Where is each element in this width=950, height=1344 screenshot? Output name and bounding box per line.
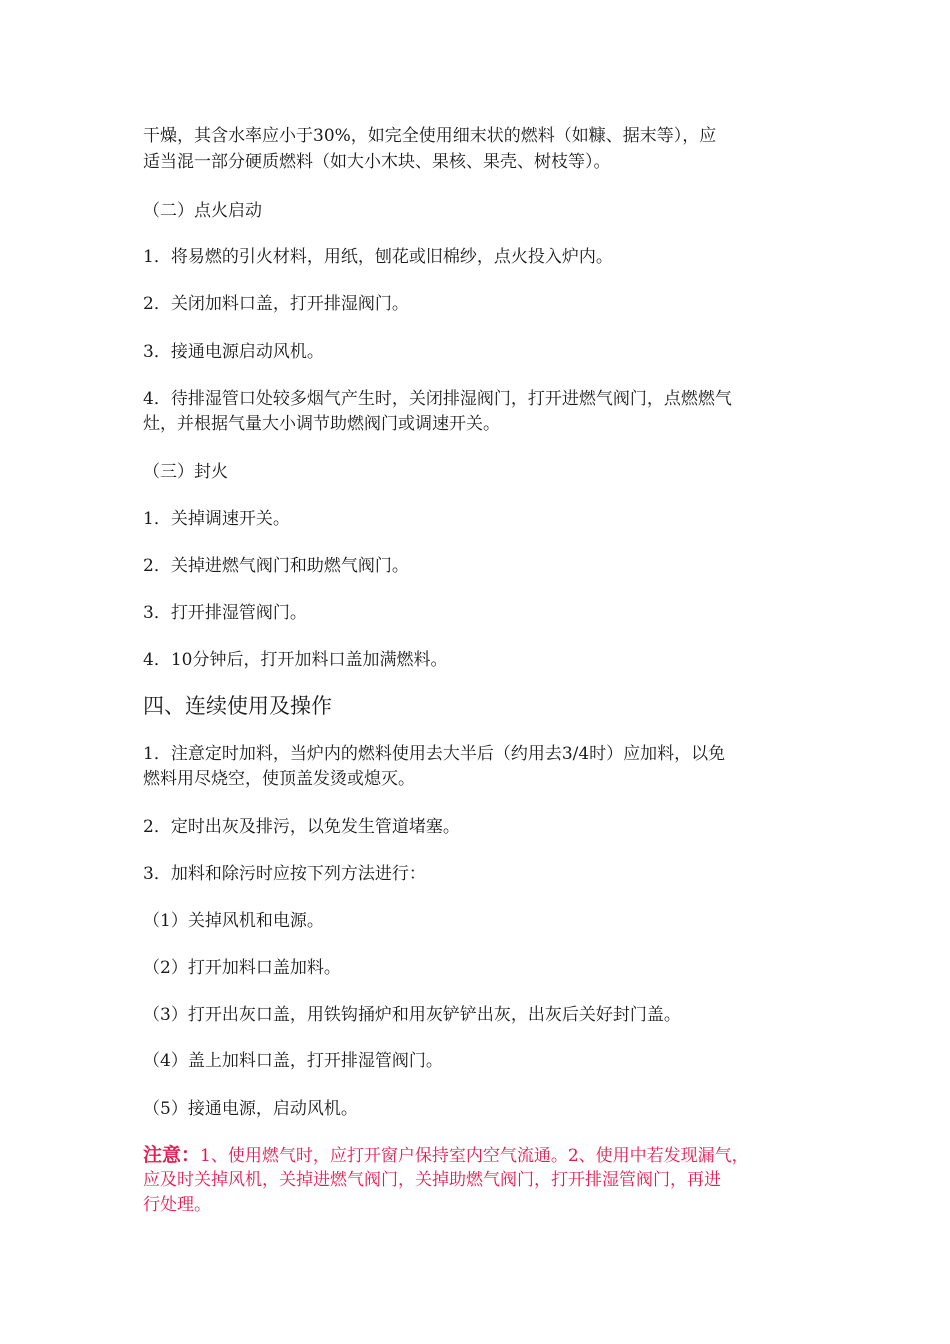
warning-note-line-3: 行处理。: [143, 1195, 211, 1215]
warning-note-line-2: 应及时关掉风机，关掉进燃气阀门，关掉助燃气阀门，打开排湿管阀门，再进: [143, 1170, 721, 1190]
warning-note-label: 注意：: [143, 1144, 201, 1166]
continuous-sub-1: （1）关掉风机和电源。: [143, 911, 324, 931]
seal-item-1: 1．关掉调速开关。: [143, 509, 290, 529]
continuous-sub-2: （2）打开加料口盖加料。: [143, 958, 341, 978]
continuous-item-3: 3．加料和除污时应按下列方法进行：: [143, 864, 426, 884]
intro-line-2: 适当混一部分硬质燃料（如大小木块、果核、果壳、树枝等）。: [143, 152, 611, 172]
continuous-item-1-line-1: 1．注意定时加料，当炉内的燃料使用去大半后（约用去3/4时）应加料，以免: [143, 744, 726, 764]
continuous-item-2: 2．定时出灰及排污，以免发生管道堵塞。: [143, 817, 460, 837]
ignition-item-4-line-1: 4．待排湿管口处较多烟气产生时，关闭排湿阀门，打开进燃气阀门，点燃燃气: [143, 389, 732, 409]
continuous-sub-5: （5）接通电源，启动风机。: [143, 1099, 358, 1119]
seal-item-4: 4．10分钟后，打开加料口盖加满燃料。: [143, 650, 448, 670]
warning-note-text-1: 1、使用燃气时，应打开窗户保持室内空气流通。2、使用中若发现漏气，: [200, 1146, 749, 1166]
continuous-item-1-line-2: 燃料用尽烧空，使顶盖发烫或熄灭。: [143, 769, 415, 789]
warning-note-line-1: [143, 1143, 833, 1169]
section-continuous-heading: 四、连续使用及操作: [143, 694, 332, 718]
ignition-item-1: 1．将易燃的引火材料，用纸，刨花或旧棉纱，点火投入炉内。: [143, 247, 613, 267]
seal-item-2: 2．关掉进燃气阀门和助燃气阀门。: [143, 556, 409, 576]
ignition-item-3: 3．接通电源启动风机。: [143, 342, 324, 362]
seal-item-3: 3．打开排湿管阀门。: [143, 603, 307, 623]
intro-line-1: 干燥，其含水率应小于30%，如完全使用细末状的燃料（如糠、据末等），应: [143, 126, 717, 146]
continuous-sub-4: （4）盖上加料口盖，打开排湿管阀门。: [143, 1051, 443, 1071]
section-seal-title: （三）封火: [143, 462, 228, 482]
ignition-item-2: 2．关闭加料口盖，打开排湿阀门。: [143, 294, 409, 314]
section-ignition-title: （二）点火启动: [143, 201, 262, 221]
continuous-sub-3: （3）打开出灰口盖，用铁钩捅炉和用灰铲铲出灰，出灰后关好封门盖。: [143, 1005, 681, 1025]
ignition-item-4-line-2: 灶，并根据气量大小调节助燃阀门或调速开关。: [143, 414, 500, 434]
